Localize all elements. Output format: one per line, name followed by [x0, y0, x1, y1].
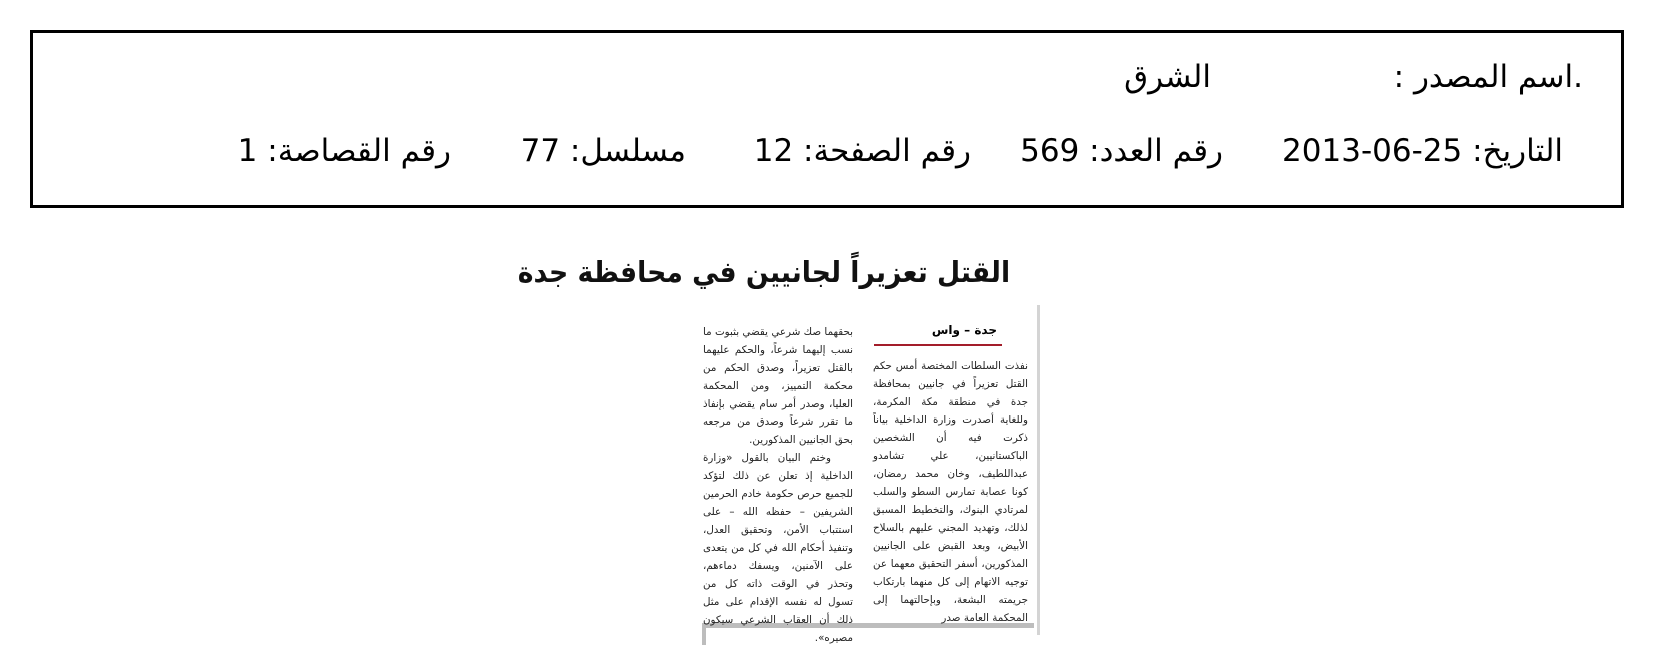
article-paragraph: وختم البيان بالقول «وزارة الداخلية إذ تعلن عن ذلك لتؤكد للجميع حرص حكومة خادم الحرمين الشريفين – حفظه الله – على استتباب الأمن، وتحقيق العدل، وتنفيذ أحكام الله في كل من يتعدى على الآمنين، ويسفك دماءهم، وتحذر في الوقت ذاته كل من تسول له نفسه الإقدام على مثل ذلك أن العقاب الشرعي سيكون مصيره».	[703, 452, 853, 644]
serial-label: مسلسل: 77	[520, 133, 686, 169]
article-title: القتل تعزيراً لجانيين في محافظة جدة	[517, 255, 1010, 289]
article-byline: جدة – واس	[931, 323, 997, 337]
issue-number-label: رقم العدد: 569	[1020, 133, 1223, 169]
date-label: التاريخ: 25-06-2013	[1282, 133, 1563, 169]
article-paragraph: نفذت السلطات المختصة أمس حكم القتل تعزيراً في جانيين بمحافظة جدة في منطقة مكة المكرمة، وللغاية أصدرت وزارة الداخلية بياناً ذكرت فيه أن الشخصين الباكستانيين، علي تشامدو عبداللطيف، وخان محمد رمضان، كونا عصابة تمارس السطو والسلب لمرتادي البنوك، والتخطيط المسبق لذلك، وتهديد المجني عليهم بالسلاح الأبيض، وبعد القبض على الجانيين المذكورين، أسفر التحقيق معهما عن توجيه الاتهام إلى كل منهما بارتكاب جريمته البشعة، وبإحالتهما إلى المحكمة العامة صدر	[873, 360, 1028, 624]
article-paragraph: بحقهما صك شرعي يقضي بثبوت ما نسب إليهما شرعاً، والحكم عليهما بالقتل تعزيراً، وصدق الحكم من محكمة التمييز، ومن المحكمة العليا، وصدر أمر سام يقضي بإنفاذ ما تقرر شرعاً وصدق من مرجعه بحق الجانيين المذكورين.	[703, 326, 853, 446]
page-number-label: رقم الصفحة: 12	[753, 133, 971, 169]
article-column-left	[703, 323, 853, 647]
byline-rule	[874, 344, 1002, 346]
article-column-right	[873, 357, 1028, 627]
metadata-box	[30, 30, 1624, 208]
source-label: .اسم المصدر :	[1393, 59, 1583, 95]
source-value: الشرق	[1124, 59, 1211, 95]
newspaper-clipping	[517, 255, 1040, 650]
clip-number-label: رقم القصاصة: 1	[237, 133, 451, 169]
clip-border-right	[1037, 305, 1040, 635]
